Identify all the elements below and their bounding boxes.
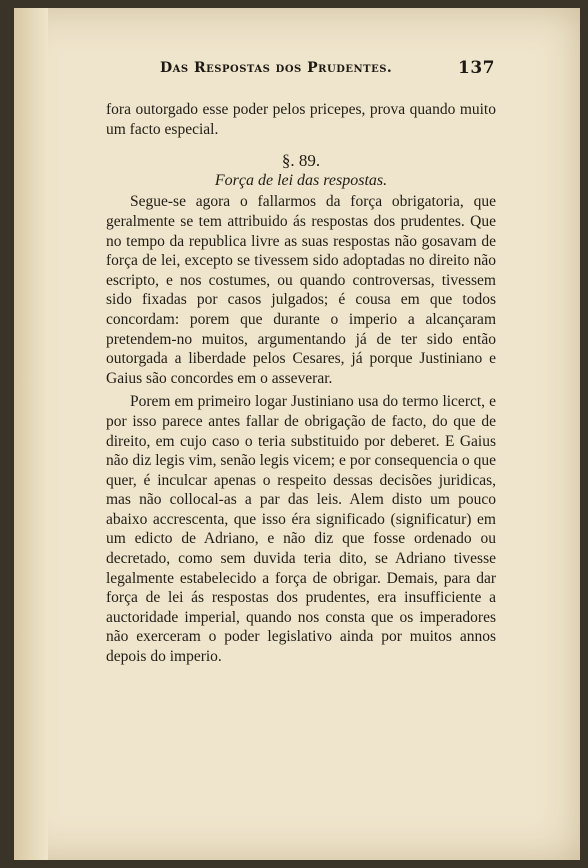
running-title: Das Respostas dos Prudentes.: [160, 60, 393, 76]
page-number: 137: [458, 58, 495, 78]
paragraph-1: Segue-se agora o fallarmos da força obrigatoria, que geralmente se tem attribuido ás respostas dos prudentes. Que no tempo da republica livre as suas respostas não gosavam de força de lei, excepto se tivessem sido adoptadas no direito não escripto, e nos costumes, ou quando controversas, tivessem sido fixadas por casos julgados; é cousa em que todos concordam: porem que durante o imperio a alcançaram pretendem-no muitos, argumentando já de ter sido então outorgada a liberdade pelos Cesares, já porque Justiniano e Gaius são concordes em o asseverar.: [106, 193, 496, 387]
page-header: [160, 60, 495, 82]
book-page: [14, 8, 580, 860]
paragraph-2: Porem em primeiro logar Justiniano usa do termo licerct, e por isso parece antes fallar de obrigação de facto, do que de direito, em cujo caso o teria substituido por deberet. E Gaius não diz legis vim, senão legis vicem; e por consequencia o que quer, é inculcar apenas o respeito dessas decisões juridicas, mas não collocal-as a par das leis. Alem disto um pouco abaixo accrescenta, que isso éra significado (significatur) em um edicto de Adriano, e não diz que fosse ordenado ou decretado, como sem duvida teria dito, se Adriano tivesse legalmente estabelecido a força de obrigar. Demais, para dar força de lei ás respostas dos prudentes, era insufficiente a auctoridade imperial, quando nos consta que os imperadores não exerceram o poder legislativo ainda por muitos annos depois do imperio.: [106, 393, 496, 666]
page-body: [106, 100, 496, 667]
continuation-text: fora outorgado esse poder pelos pricepes, prova quando muito um facto especial.: [106, 101, 496, 138]
page-gutter: [14, 8, 48, 860]
section-number: §. 89.: [281, 151, 321, 171]
section-title: Força de lei das respostas.: [214, 171, 388, 189]
